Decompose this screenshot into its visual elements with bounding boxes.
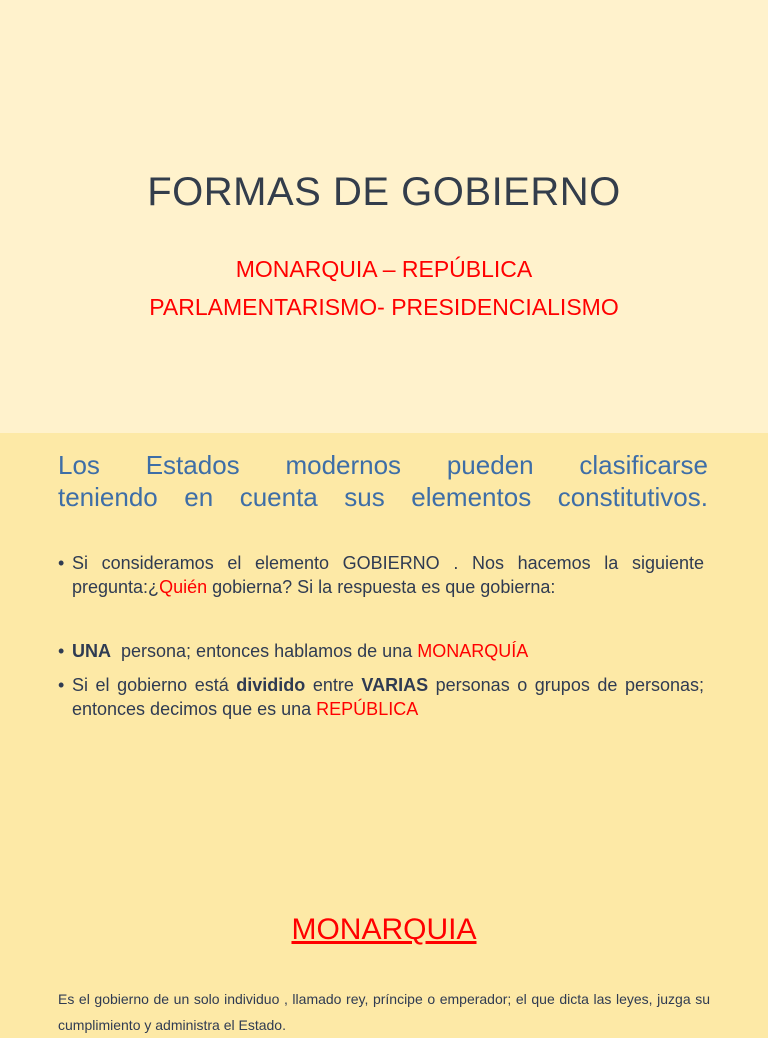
classification-slide xyxy=(0,433,768,843)
title-slide xyxy=(0,0,768,433)
bullet-text xyxy=(72,673,704,721)
bullet-highlight: REPÚBLICA xyxy=(316,699,419,719)
bullet-highlight: Quién xyxy=(159,577,208,597)
bullet-marker: • xyxy=(58,675,65,695)
intro-line-2: teniendo en cuenta sus elementos constitutivos. xyxy=(58,482,708,512)
bullet-highlight: MONARQUÍA xyxy=(417,641,529,661)
monarquia-slide xyxy=(0,843,768,1033)
intro-paragraph xyxy=(58,449,708,513)
monarquia-definition: Es el gobierno de un solo individuo , llamado rey, príncipe o emperador; el que dicta las leyes, juzga su cumplimiento y administra el Estado. xyxy=(58,991,710,1033)
bullet-text xyxy=(72,639,704,663)
bullet-bold: dividido xyxy=(236,675,306,695)
intro-line-1: Los Estados modernos pueden clasificarse xyxy=(58,450,708,480)
bullet-marker: • xyxy=(58,553,65,573)
bullet-republica xyxy=(58,673,704,721)
monarquia-title: MONARQUIA xyxy=(291,913,477,946)
bullet-text-part: Si consideramos el elemento GOBIERNO . Nos hacemos la siguiente pregunta:¿ xyxy=(72,553,704,597)
bullet-text-part: entre xyxy=(305,675,362,695)
bullet-text-part: persona; entonces hablamos de una xyxy=(111,641,418,661)
bullet-text-part: gobierna? Si la respuesta es que gobierna: xyxy=(207,577,556,597)
bullet-marker: • xyxy=(58,641,65,661)
bullet-text-part: personas o grupos de personas; entonces decimos que es una xyxy=(72,675,704,719)
bullet-text xyxy=(72,551,704,599)
subtitle-line-1: MONARQUIA – REPÚBLICA xyxy=(235,256,533,282)
subtitle-line-2: PARLAMENTARISMO- PRESIDENCIALISMO xyxy=(149,294,619,320)
bullet-bold: UNA xyxy=(72,641,111,661)
bullet-text-part: Si el gobierno está xyxy=(72,675,237,695)
bullet-bold: VARIAS xyxy=(361,675,429,695)
bullet-monarquia xyxy=(58,639,704,663)
slide-title: FORMAS DE GOBIERNO xyxy=(147,170,621,214)
bullet-gobierno xyxy=(58,551,704,599)
